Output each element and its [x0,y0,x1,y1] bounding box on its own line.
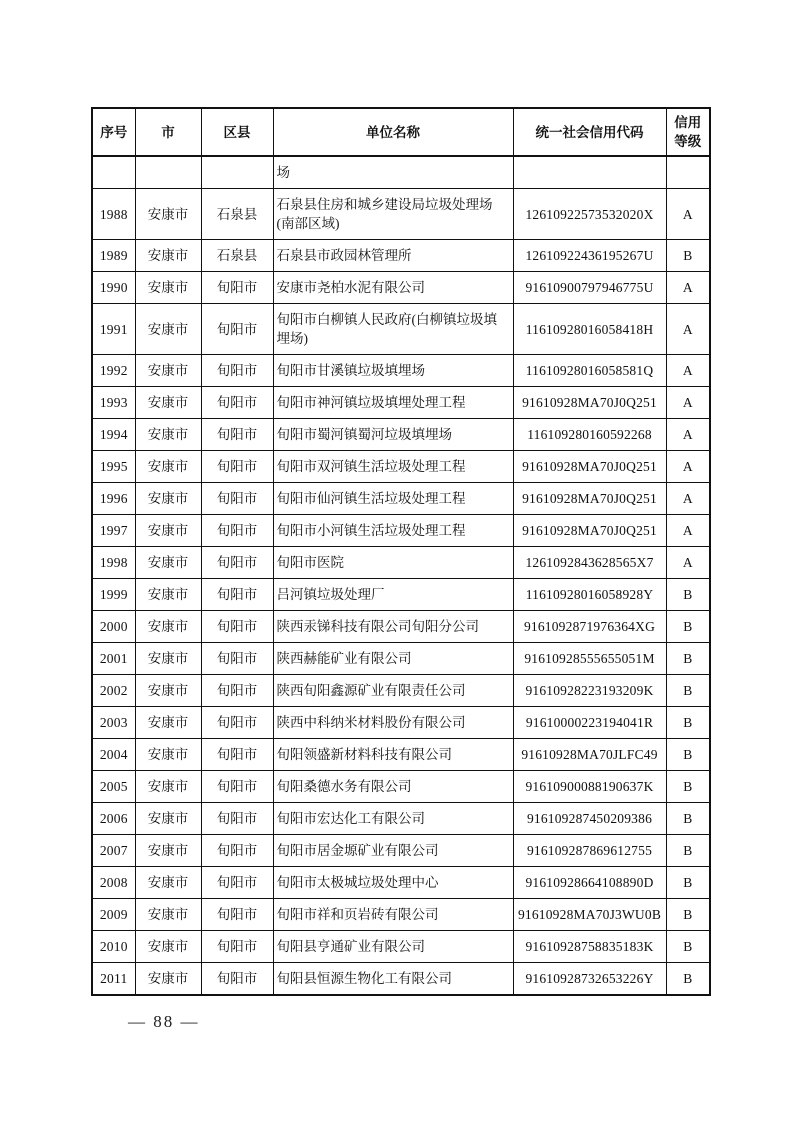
table-row [92,387,710,419]
table-cell: 安康市 [135,771,201,803]
table-row [92,675,710,707]
table-cell: A [666,272,710,304]
table-cell: A [666,304,710,355]
table-cell [201,156,273,189]
table-cell: 12610922436195267U [513,240,666,272]
table-cell: B [666,867,710,899]
table-cell: 旬阳市 [201,547,273,579]
table-cell: 2009 [92,899,135,931]
table-row [92,931,710,963]
table-cell: 旬阳市双河镇生活垃圾处理工程 [273,451,513,483]
table-cell: 91610900797946775U [513,272,666,304]
table-cell: A [666,515,710,547]
table-cell: 陕西汞锑科技有限公司旬阳分公司 [273,611,513,643]
table-cell: 旬阳市 [201,771,273,803]
table-cell: 安康市 [135,867,201,899]
table-cell: 1991 [92,304,135,355]
table-cell: 安康市尧柏水泥有限公司 [273,272,513,304]
table-row [92,189,710,240]
table-cell: 旬阳市甘溪镇垃圾填埋场 [273,355,513,387]
table-row [92,240,710,272]
table-cell: 旬阳市太极城垃圾处理中心 [273,867,513,899]
table-cell: 1261092843628565X7 [513,547,666,579]
table-cell: 安康市 [135,611,201,643]
table-cell: 旬阳市 [201,272,273,304]
table-cell: 11610928016058928Y [513,579,666,611]
table-cell: 旬阳市 [201,643,273,675]
table-cell: 旬阳市 [201,803,273,835]
table-cell: 安康市 [135,899,201,931]
table-row [92,643,710,675]
table-cell: B [666,739,710,771]
table-cell: 石泉县住房和城乡建设局垃圾处理场(南部区域) [273,189,513,240]
table-cell: 石泉县 [201,240,273,272]
table-cell: 2011 [92,963,135,996]
header-serial-number: 序号 [92,108,135,156]
table-row [92,707,710,739]
table-cell: 1998 [92,547,135,579]
table-cell: 旬阳市医院 [273,547,513,579]
table-cell: 陕西赫能矿业有限公司 [273,643,513,675]
table-cell: 2000 [92,611,135,643]
table-row [92,771,710,803]
table-row [92,355,710,387]
table-cell: 916109287869612755 [513,835,666,867]
header-unit-name: 单位名称 [273,108,513,156]
table-row [92,483,710,515]
table-cell: A [666,387,710,419]
table-cell: 安康市 [135,931,201,963]
table-cell: 91610928732653226Y [513,963,666,996]
table-cell: 旬阳市白柳镇人民政府(白柳镇垃圾填埋场) [273,304,513,355]
table-cell: B [666,835,710,867]
table-cell: 11610928016058581Q [513,355,666,387]
table-cell: 1990 [92,272,135,304]
table-cell: 旬阳市居金塬矿业有限公司 [273,835,513,867]
table-cell: 安康市 [135,483,201,515]
table-cell: 91610928555655051M [513,643,666,675]
table-cell: 91610928223193209K [513,675,666,707]
table-cell: 旬阳领盛新材料科技有限公司 [273,739,513,771]
table-cell: 陕西中科纳米材料股份有限公司 [273,707,513,739]
table-cell: 1992 [92,355,135,387]
table-row [92,451,710,483]
table-cell [135,156,201,189]
table-cell: 旬阳市蜀河镇蜀河垃圾填埋场 [273,419,513,451]
table-cell: 11610928016058418H [513,304,666,355]
table-row [92,515,710,547]
table-cell: 旬阳市 [201,483,273,515]
header-credit-grade: 信用等级 [666,108,710,156]
header-credit-code: 统一社会信用代码 [513,108,666,156]
table-cell: 116109280160592268 [513,419,666,451]
table-cell: 安康市 [135,707,201,739]
table-cell: B [666,675,710,707]
table-cell: B [666,643,710,675]
table-cell: 旬阳市 [201,579,273,611]
table-cell: 旬阳市 [201,707,273,739]
table-cell [92,156,135,189]
table-cell: 旬阳桑德水务有限公司 [273,771,513,803]
table-cell: 916109287450209386 [513,803,666,835]
table-header-row [92,108,710,156]
table-cell: 吕河镇垃圾处理厂 [273,579,513,611]
table-cell: 安康市 [135,739,201,771]
table-cell: 旬阳市 [201,931,273,963]
table-cell: 91610928758835183K [513,931,666,963]
table-cell: 安康市 [135,835,201,867]
table-cell: 安康市 [135,272,201,304]
table-cell [513,156,666,189]
table-cell: 2004 [92,739,135,771]
table-cell: 旬阳市 [201,899,273,931]
table-cell: 安康市 [135,547,201,579]
table-cell: 旬阳市 [201,451,273,483]
table-cell: 旬阳市小河镇生活垃圾处理工程 [273,515,513,547]
table-cell: 2007 [92,835,135,867]
table-cell: 安康市 [135,189,201,240]
table-cell: 安康市 [135,240,201,272]
table-cell: B [666,963,710,996]
table-cell: 安康市 [135,579,201,611]
table-cell: B [666,611,710,643]
table-row [92,803,710,835]
table-cell: 安康市 [135,963,201,996]
table-cell: 旬阳市 [201,739,273,771]
table-cell: 2003 [92,707,135,739]
table-cell: 1993 [92,387,135,419]
table-cell: B [666,240,710,272]
table-cell: 91610928MA70J3WU0B [513,899,666,931]
table-cell: 安康市 [135,355,201,387]
table-cell: A [666,547,710,579]
table-cell: 旬阳市 [201,304,273,355]
table-cell: A [666,355,710,387]
table-row [92,579,710,611]
table-cell: 1994 [92,419,135,451]
table-cell: 安康市 [135,451,201,483]
table-cell: 旬阳县恒源生物化工有限公司 [273,963,513,996]
table-cell: 安康市 [135,803,201,835]
table-cell [666,156,710,189]
table-row [92,611,710,643]
table-row [92,963,710,996]
table-cell: 旬阳市 [201,515,273,547]
header-district: 区县 [201,108,273,156]
table-cell: B [666,579,710,611]
table-cell: 安康市 [135,515,201,547]
table-cell: 2001 [92,643,135,675]
table-cell: A [666,419,710,451]
table-cell: 91610928MA70J0Q251 [513,451,666,483]
table-body [92,156,710,995]
table-cell: 91610928MA70J0Q251 [513,515,666,547]
table-row [92,156,710,189]
table-cell: 91610000223194041R [513,707,666,739]
table-cell: 2005 [92,771,135,803]
table-cell: 旬阳县亨通矿业有限公司 [273,931,513,963]
table-cell: 旬阳市 [201,867,273,899]
table-cell: B [666,931,710,963]
table-cell: 91610928MA70J0Q251 [513,483,666,515]
table-cell: 2010 [92,931,135,963]
table-cell: 91610928MA70JLFC49 [513,739,666,771]
table-cell: 安康市 [135,304,201,355]
table-cell: 旬阳市 [201,835,273,867]
table-cell: 旬阳市 [201,611,273,643]
table-cell: 旬阳市 [201,963,273,996]
table-cell: B [666,899,710,931]
table-cell: 石泉县 [201,189,273,240]
header-city: 市 [135,108,201,156]
table-cell: 91610928664108890D [513,867,666,899]
table-cell: 旬阳市宏达化工有限公司 [273,803,513,835]
table-cell: A [666,189,710,240]
table-cell: 旬阳市 [201,355,273,387]
table-cell: 1999 [92,579,135,611]
table-row [92,419,710,451]
table-row [92,272,710,304]
table-cell: B [666,803,710,835]
table-cell: 1996 [92,483,135,515]
table-cell: 陕西旬阳鑫源矿业有限责任公司 [273,675,513,707]
table-row [92,304,710,355]
table-header [92,108,710,156]
table-cell: A [666,451,710,483]
table-cell: A [666,483,710,515]
table-cell: 安康市 [135,419,201,451]
table-row [92,739,710,771]
table-cell: 1995 [92,451,135,483]
table-cell: B [666,707,710,739]
table-cell: 2008 [92,867,135,899]
table-cell: 旬阳市祥和页岩砖有限公司 [273,899,513,931]
table-cell: 1997 [92,515,135,547]
table-cell: 旬阳市神河镇垃圾填埋处理工程 [273,387,513,419]
table-row [92,835,710,867]
table-cell: 安康市 [135,643,201,675]
table-cell: 12610922573532020X [513,189,666,240]
table-cell: 1988 [92,189,135,240]
table-cell: 2006 [92,803,135,835]
table-cell: B [666,771,710,803]
table-cell: 91610928MA70J0Q251 [513,387,666,419]
table-cell: 91610900088190637K [513,771,666,803]
table-cell: 旬阳市 [201,419,273,451]
table-cell: 场 [273,156,513,189]
credit-rating-table [91,107,711,996]
table-row [92,867,710,899]
table-cell: 旬阳市 [201,387,273,419]
table-cell: 安康市 [135,387,201,419]
page-number: — 88 — [128,1012,200,1031]
table-cell: 旬阳市 [201,675,273,707]
table-cell: 9161092871976364XG [513,611,666,643]
table-row [92,547,710,579]
table-cell: 2002 [92,675,135,707]
table-cell: 安康市 [135,675,201,707]
table-cell: 旬阳市仙河镇生活垃圾处理工程 [273,483,513,515]
table-cell: 石泉县市政园林管理所 [273,240,513,272]
table-row [92,899,710,931]
table-cell: 1989 [92,240,135,272]
